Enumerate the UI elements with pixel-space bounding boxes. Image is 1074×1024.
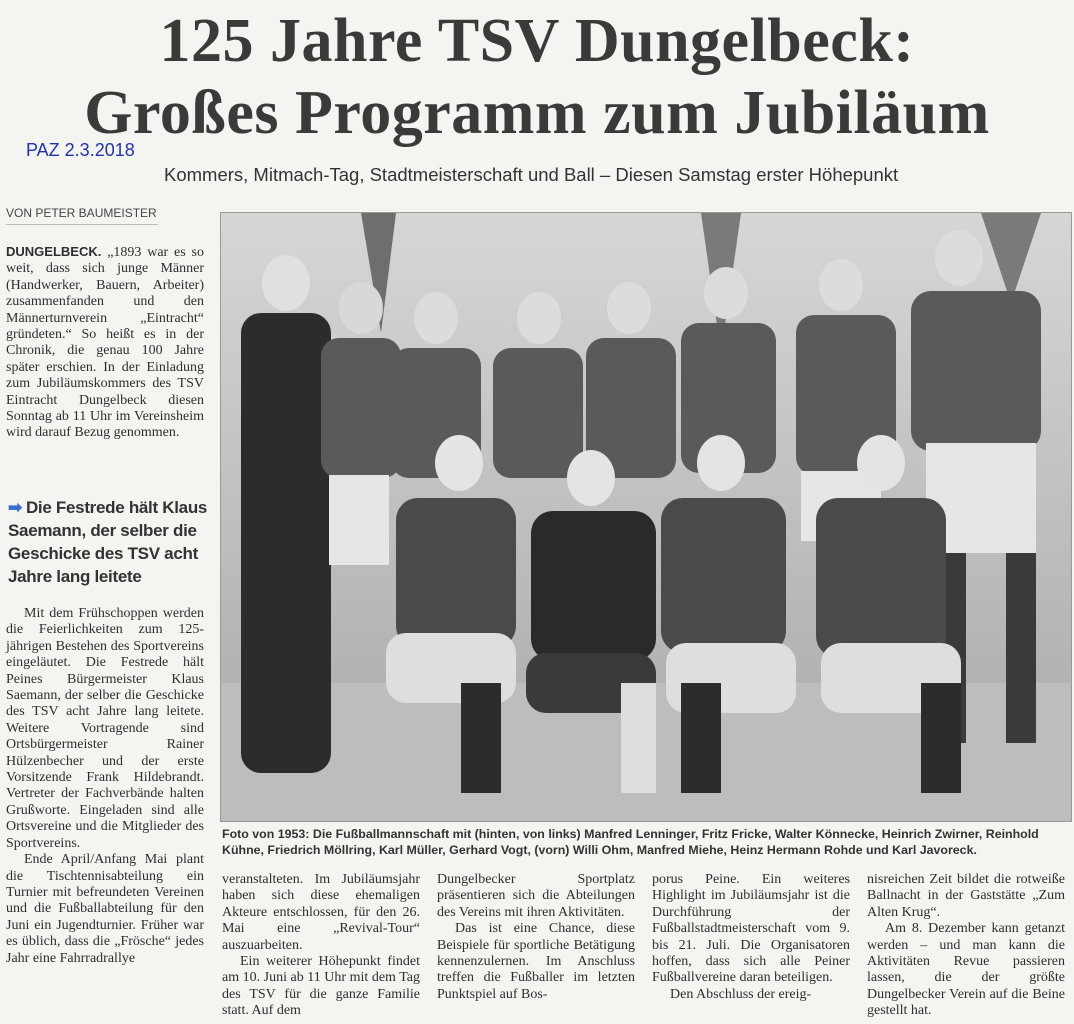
- team-photo-illustration: [221, 213, 1071, 821]
- byline: VON PETER BAUMEISTER: [6, 206, 157, 220]
- lead-text: „1893 war es so weit, dass sich junge Männer (Handwerker, Bauern, Arbeiter) zusammenfanden und den Männerturnverein „Eintracht“ gründeten.“ So heißt es in der Chronik, die genau 100 Jahre später erschien. In der Einladung zum Jubiläumskommers des TSV Eintracht Dungelbeck diesen Sonntag ab 11 Uhr im Vereinsheim wird darauf Bezug genommen.: [6, 245, 205, 441]
- body-paragraph: Am 8. Dezember kann getanzt werden – und man kann die Aktivitäten Revue passieren lassen, die der größte Dungelbecker Verein auf die Beine gestellt hat.: [867, 921, 1065, 1019]
- pullquote-text: Die Festrede hält Klaus Saemann, der selber die Geschicke des TSV acht Jahre lang leitete: [8, 498, 208, 586]
- body-paragraph: veranstalteten. Im Jubiläumsjahr haben sich diese ehemaligen Akteure entschlossen, für den 26. Mai eine „Revival-Tour“ auszuarbeiten.: [222, 872, 420, 953]
- body-paragraph: Das ist eine Chance, diese Beispiele für sportliche Betätigung kennenzulernen. Im Anschluss treffen die Fußballer im letzten Punktspiel auf Bos-: [437, 921, 635, 1002]
- team-photo: [220, 212, 1072, 822]
- body-column-3: [437, 872, 635, 1003]
- body-column-5: [867, 872, 1065, 1020]
- lead-paragraph: [6, 244, 204, 442]
- dateline: DUNGELBECK.: [6, 244, 102, 259]
- subtitle: Kommers, Mitmach-Tag, Stadtmeisterschaft und Ball – Diesen Samstag erster Höhepunkt: [164, 164, 899, 185]
- photo-caption: Foto von 1953: Die Fußballmannschaft mit (hinten, von links) Manfred Lenninger, Fritz Fricke, Walter Könnecke, Heinrich Zwirner, Reinhold Kühne, Friedrich Möllring, Karl Müller, Gerhard Vogt, (vorn) Willi Ohm, Manfred Miehe, Heinz Hermann Rohde und Karl Javoreck.: [222, 827, 1039, 857]
- body-paragraph: Dungelbecker Sportplatz präsentieren sich die Abteilungen des Vereins mit ihren Aktivitäten.: [437, 872, 635, 920]
- arrow-right-icon: ➡: [8, 498, 22, 517]
- body-paragraph: porus Peine. Ein weiteres Highlight im Jubiläumsjahr ist die Durchführung der Fußballstadtmeisterschaft vom 9. bis 21. Juli. Die Organisatoren hoffen, dass sich alle Peiner Fußballvereine daran beteiligen.: [652, 872, 850, 986]
- body-paragraph: nisreichen Zeit bildet die rotweiße Ballnacht in der Gaststätte „Zum Alten Krug“.: [867, 872, 1065, 920]
- source-note: PAZ 2.3.2018: [26, 140, 135, 160]
- body-column-2: [222, 872, 420, 1020]
- body-paragraph: Ende April/Anfang Mai plant die Tischtennisabteilung ein Turnier mit befreundeten Vereinen und die Fußballabteilung für den Juni ein Jugendturnier. Früher war es üblich, dass die „Frösche“ jedes Jahr eine Fahrradrallye: [6, 852, 204, 966]
- body-paragraph: Den Abschluss der ereig-: [670, 986, 812, 1002]
- body-paragraph: Mit dem Frühschoppen werden die Feierlichkeiten zum 125-jährigen Bestehen des Sportvereins eingeläutet. Die Festrede hält Peines Bürgermeister Klaus Saemann, der selber die Geschicke des TSV acht Jahre lang leitete. Weitere Vortragende sind Ortsbürgermeister Rainer Hülzenbecher und der erste Vorsitzende Frank Hildebrandt. Vertreter der Fachverbände halten Grußworte. Eingeladen sind alle Ortsvereine und die Mitglieder des Sportvereins.: [6, 606, 204, 851]
- byline-divider: [6, 224, 158, 225]
- body-column-1: [6, 606, 204, 967]
- pullquote: [8, 496, 208, 588]
- body-paragraph: Ein weiterer Höhepunkt findet am 10. Juni ab 11 Uhr mit dem Tag des TSV für die ganze Familie statt. Auf dem: [222, 954, 420, 1019]
- headline-line-2: Großes Programm zum Jubiläum: [84, 79, 990, 147]
- body-column-4: [652, 872, 850, 1003]
- headline-line-1: 125 Jahre TSV Dungelbeck:: [159, 7, 915, 75]
